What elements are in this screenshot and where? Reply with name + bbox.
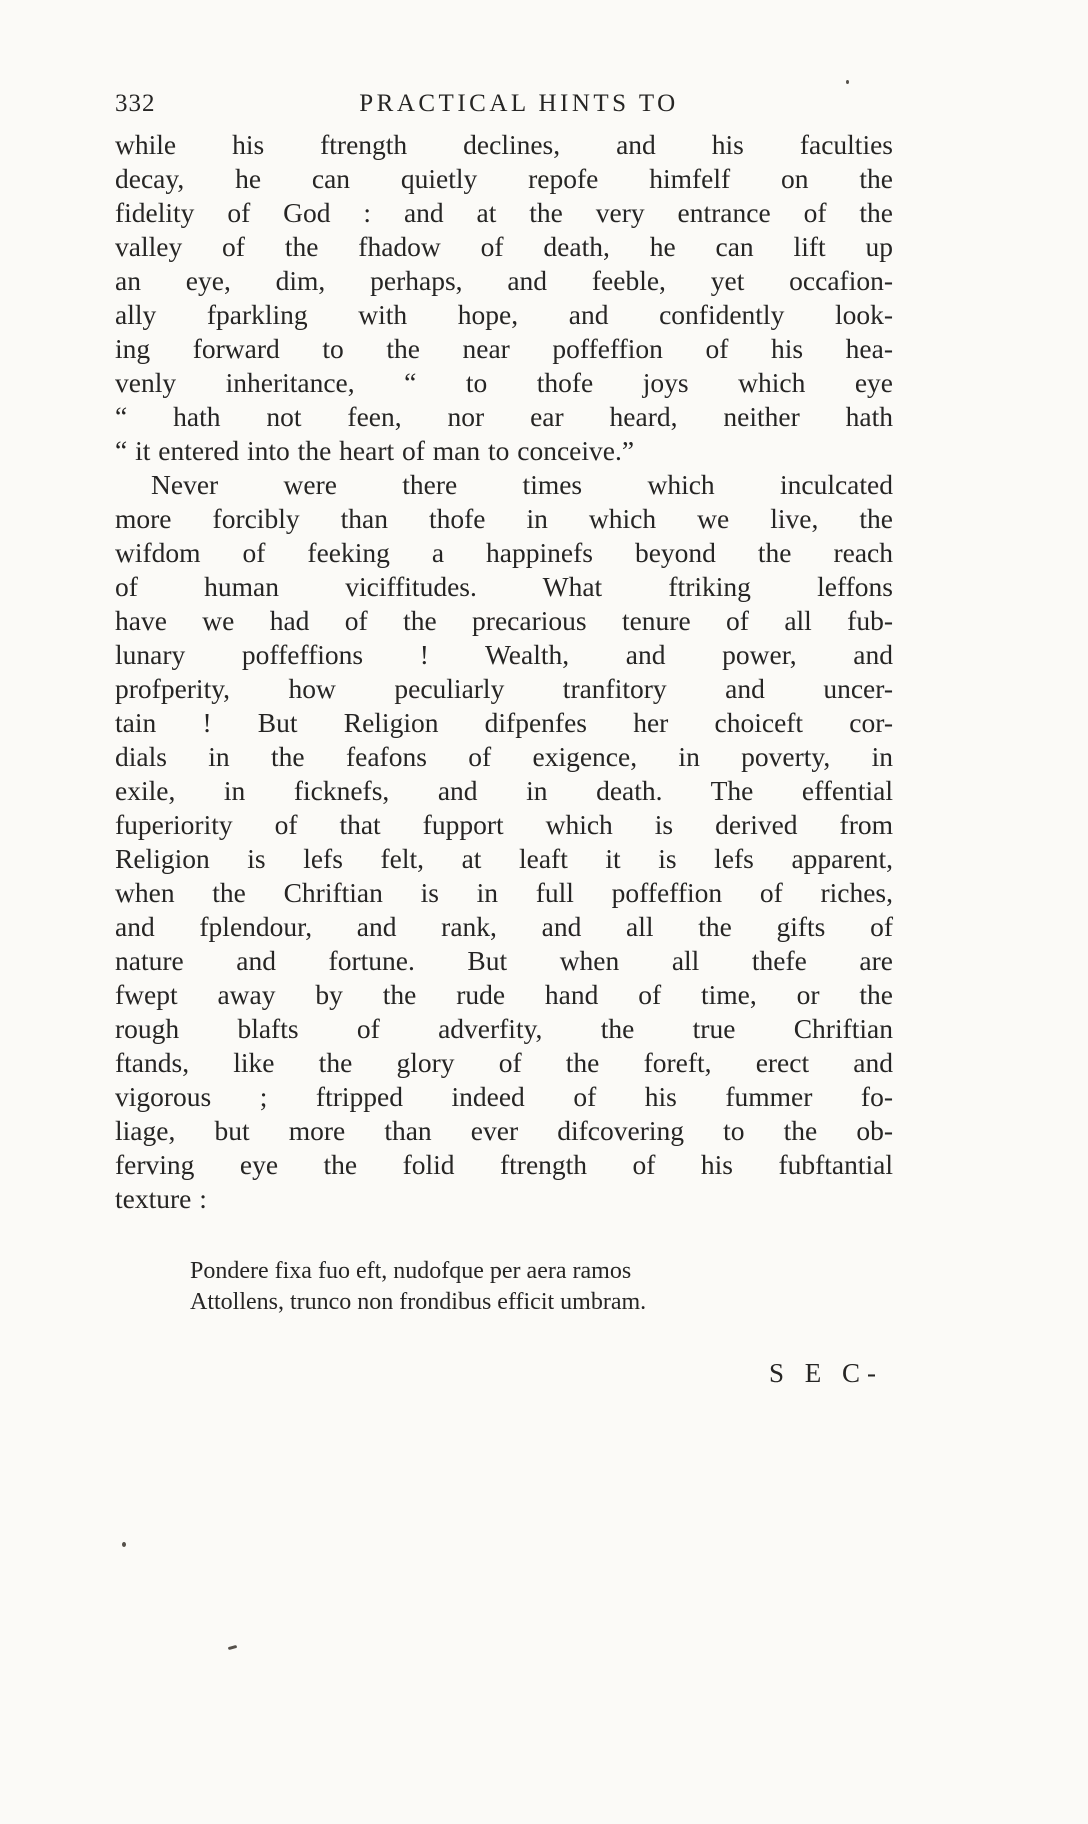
catchword: S E C- [768, 1358, 883, 1388]
text-line: rough blafts of adverfity, the true Chriftian [115, 1013, 893, 1044]
text-line: Religion is lefs felt, at leaft it is lefs apparent, [115, 843, 893, 874]
text-line: ferving eye the folid ftrength of his fubftantial [115, 1149, 893, 1180]
text-line: tain ! But Religion difpenfes her choiceft cor- [115, 707, 893, 738]
text-line: and fplendour, and rank, and all the gifts of [115, 911, 893, 942]
text-line: while his ftrength declines, and his faculties [115, 129, 893, 160]
text-line: Attollens, trunco non frondibus efficit umbram. [190, 1289, 647, 1315]
text-line: ally fparkling with hope, and confidently look- [115, 299, 893, 330]
text-line: venly inheritance, “ to thofe joys which eye [115, 367, 893, 398]
text-line: fuperiority of that fupport which is derived from [115, 809, 893, 840]
paragraph-1 [115, 128, 893, 468]
text-line: valley of the fhadow of death, he can lift up [115, 231, 893, 262]
text-line: profperity, how peculiarly tranfitory and uncer- [115, 673, 893, 704]
text-line: dials in the feafons of exigence, in poverty, in [115, 741, 893, 772]
text-line: of human viciffitudes. What ftriking leffons [115, 571, 893, 602]
text-line: ing forward to the near poffeffion of his hea- [115, 333, 893, 364]
scan-speck [846, 80, 849, 84]
text-line: wifdom of feeking a happinefs beyond the reach [115, 537, 893, 568]
text-line: when the Chriftian is in full poffeffion of riches, [115, 877, 893, 908]
scan-speck [228, 1645, 237, 1650]
text-line: texture : [115, 1183, 207, 1214]
text-line: vigorous ; ftripped indeed of his fummer fo- [115, 1081, 893, 1112]
text-line: nature and fortune. But when all thefe are [115, 945, 893, 976]
text-line: an eye, dim, perhaps, and feeble, yet occafion- [115, 265, 893, 296]
text-line: liage, but more than ever difcovering to the ob- [115, 1115, 893, 1146]
paragraph-2 [115, 468, 893, 1216]
text-line: have we had of the precarious tenure of all fub- [115, 605, 893, 636]
text-line: “ it entered into the heart of man to conceive.” [115, 435, 635, 466]
text-line: fwept away by the rude hand of time, or the [115, 979, 893, 1010]
book-page [115, 90, 893, 1389]
page-header [115, 90, 893, 118]
text-line: lunary poffeffions ! Wealth, and power, and [115, 639, 893, 670]
page-number: 332 [115, 90, 156, 117]
body-text [115, 128, 893, 1216]
text-line: Never were there times which inculcated [151, 469, 893, 500]
text-line: “ hath not feen, nor ear heard, neither hath [115, 401, 893, 432]
latin-quote [190, 1256, 893, 1318]
text-line: Pondere fixa fuo eft, nudofque per aera ramos [190, 1258, 632, 1284]
text-line: fidelity of God : and at the very entrance of the [115, 197, 893, 228]
text-line: decay, he can quietly repofe himfelf on the [115, 163, 893, 194]
text-line: ftands, like the glory of the foreft, erect and [115, 1047, 893, 1078]
text-line: exile, in ficknefs, and in death. The effential [115, 775, 893, 806]
running-header: PRACTICAL HINTS TO [359, 90, 679, 117]
scan-speck [122, 1542, 126, 1547]
text-line: more forcibly than thofe in which we live, the [115, 503, 893, 534]
